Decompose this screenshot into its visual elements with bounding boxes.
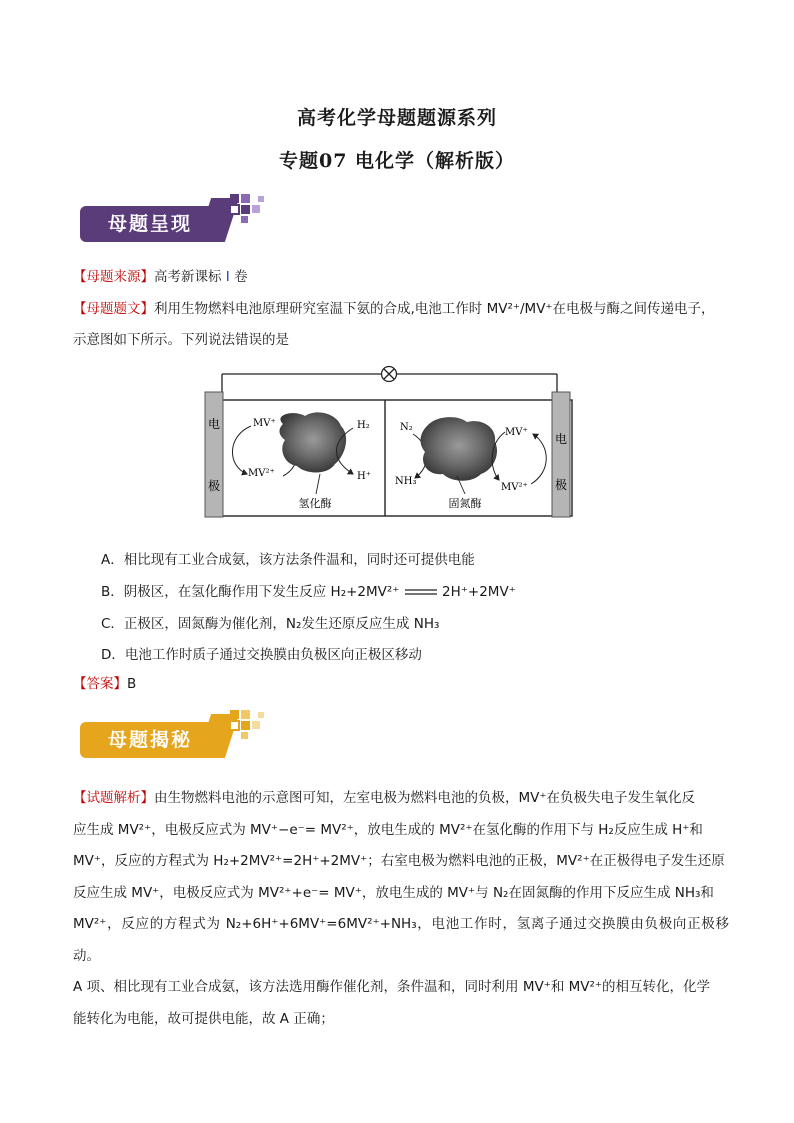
fuel-cell-diagram (195, 362, 580, 522)
banner-label: 母题揭秘 (107, 729, 192, 751)
nitrogenase-blob (421, 417, 498, 481)
analysis-bracket: 【试题解析】 (73, 790, 154, 806)
right-electrode-arrow (531, 434, 546, 484)
left-electrode-label-bottom: 极 (207, 479, 221, 493)
analysis-text (73, 783, 729, 1035)
question-text (73, 294, 733, 356)
analysis-line-1 (73, 783, 729, 815)
analysis-line-3: MV⁺，反应的方程式为 H₂+2MV²⁺=2H⁺+2MV⁺；右室电极为燃料电池的正极，MV²⁺在正极得电子发生还原 (73, 853, 725, 869)
left-electrode-label-top: 电 (207, 417, 221, 431)
option-d: D．电池工作时质子通过交换膜由负极区向正极区移动 (101, 647, 422, 663)
source-suffix: 卷 (234, 269, 248, 285)
answer-value: B (127, 676, 137, 692)
option-a: A．相比现有工业合成氨，该方法条件温和，同时还可提供电能 (101, 552, 475, 568)
hydrogenase-pointer (316, 474, 320, 494)
analysis-line-2: 应生成 MV²⁺，电极反应式为 MV⁺−e⁻= MV²⁺，放电生成的 MV²⁺在氢化酶的作用下与 H₂反应生成 H⁺和 (73, 821, 703, 838)
answer-line (73, 669, 136, 700)
source-line (73, 262, 248, 293)
analysis-line-6: A 项、相比现有工业合成氨，该方法选用酶作催化剂，条件温和，同时利用 MV⁺和 MV²⁺的相互转化，化学 (73, 979, 711, 995)
right-mv-plus: MV⁺ (505, 427, 528, 438)
left-mv-plus: MV⁺ (253, 418, 276, 429)
analysis-line-7: 能转化为电能，故可提供电能，故 A 正确； (73, 1010, 334, 1027)
series-title: 高考化学母题题源系列 (296, 107, 497, 129)
question-bracket: 【母题题文】 (73, 301, 154, 317)
n2-label: N₂ (400, 422, 413, 433)
option-b-right: 2H⁺+2MV⁺ (442, 584, 516, 600)
nitrogenase-label: 固氮酶 (448, 497, 482, 510)
left-electrode (205, 392, 223, 517)
left-electrode-arrow (232, 426, 251, 474)
topic-title: 专题07 电化学（解析版） (278, 150, 516, 172)
option-b (101, 580, 516, 600)
left-mv-2plus: MV²⁺ (248, 468, 275, 479)
source-bracket: 【母题来源】 (73, 269, 154, 285)
source-text: 高考新课标 (154, 269, 222, 285)
banner-squares-icon (210, 708, 270, 752)
answer-bracket: 【答案】 (73, 676, 127, 692)
right-mv-2plus: MV²⁺ (501, 482, 528, 493)
nh3-label: NH₃ (395, 476, 417, 487)
section-banner-question (80, 192, 270, 250)
banner-squares-icon (210, 192, 270, 236)
banner-label: 母题呈现 (107, 213, 192, 235)
lamp-icon (382, 367, 397, 382)
hydrogenase-label: 氢化酶 (298, 497, 332, 510)
source-roman: I (225, 269, 230, 285)
equals-sign-icon (404, 587, 438, 597)
hydrogenase-blob (280, 412, 347, 472)
option-c: C．正极区，固氮酶为催化剂，N₂发生还原反应生成 NH₃ (101, 616, 440, 632)
right-electrode-label-top: 电 (554, 432, 568, 446)
section-banner-analysis (80, 708, 270, 766)
right-electrode (552, 392, 570, 517)
analysis-line-1-text: 由生物燃料电池的示意图可知，左室电极为燃料电池的负极，MV⁺在负极失电子发生氧化反 (154, 790, 696, 806)
question-line2: 示意图如下所示。下列说法错误的是 (73, 332, 289, 348)
analysis-line-5: MV²⁺，反应的方程式为 N₂+6H⁺+6MV⁺=6MV²⁺+NH₃，电池工作时，氢离子通过交换膜由负极向正极移动。 (73, 916, 729, 964)
hplus-label: H⁺ (357, 471, 371, 482)
h2-label: H₂ (357, 420, 370, 431)
right-electrode-label-bottom: 极 (554, 478, 568, 492)
question-line1: 利用生物燃料电池原理研究室温下氨的合成,电池工作时 MV²⁺/MV⁺在电极与酶之间传递电子， (154, 301, 715, 317)
option-b-left: B．阴极区，在氢化酶作用下发生反应 H₂+2MV²⁺ (101, 584, 400, 600)
analysis-line-4: 反应生成 MV⁺，电极反应式为 MV²⁺+e⁻= MV⁺，放电生成的 MV⁺与 N₂在固氮酶的作用下反应生成 NH₃和 (73, 884, 714, 901)
